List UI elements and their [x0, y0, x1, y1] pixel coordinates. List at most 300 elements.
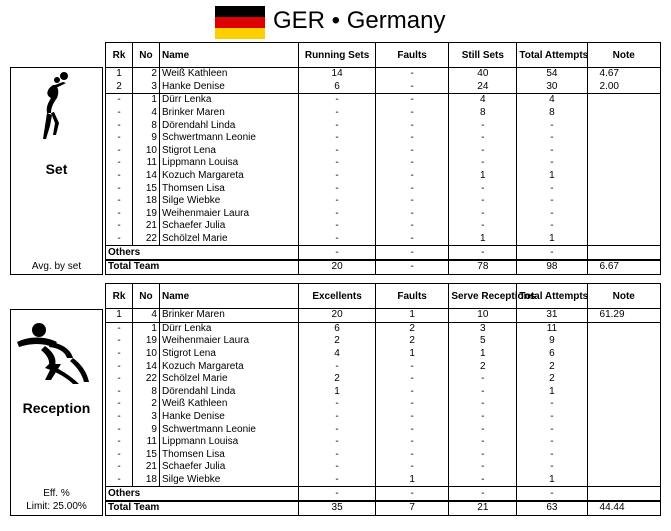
others-label: Others — [106, 246, 299, 260]
faults-cell: - — [375, 145, 448, 158]
faults-cell: - — [375, 119, 448, 132]
number-cell: 15 — [132, 182, 159, 195]
note-cell — [587, 157, 660, 170]
stat-cell: - — [449, 423, 517, 436]
stat-cell: - — [299, 398, 376, 411]
number-cell: 18 — [132, 195, 159, 208]
faults-cell: - — [375, 170, 448, 183]
table-row — [106, 373, 661, 386]
number-cell: 2 — [132, 68, 159, 81]
col-name: Name — [159, 43, 298, 68]
table-row — [106, 94, 661, 107]
note-cell — [587, 182, 660, 195]
name-cell: Brinker Maren — [159, 309, 298, 323]
stat-cell: - — [299, 220, 376, 233]
others-row — [106, 246, 661, 260]
stat-cell: - — [299, 170, 376, 183]
note-cell — [587, 449, 660, 462]
rank-cell: - — [106, 449, 133, 462]
reception-header-row — [106, 284, 661, 309]
table-row — [106, 220, 661, 233]
stat-cell: - — [299, 208, 376, 221]
note-cell — [587, 423, 660, 436]
rank-cell: - — [106, 474, 133, 487]
name-cell: Stigrot Lena — [159, 145, 298, 158]
name-cell: Thomsen Lisa — [159, 449, 298, 462]
number-cell: 14 — [132, 170, 159, 183]
faults-cell: 1 — [375, 474, 448, 487]
table-row — [106, 119, 661, 132]
stat-cell: 35 — [299, 501, 376, 515]
page-title: GER • Germany — [273, 7, 446, 34]
rank-cell: - — [106, 220, 133, 233]
number-cell: 11 — [132, 157, 159, 170]
stat-cell: - — [299, 360, 376, 373]
stat-cell: - — [449, 474, 517, 487]
note-cell — [587, 461, 660, 474]
stat-cell: 8 — [449, 107, 517, 120]
table-row — [106, 145, 661, 158]
faults-cell: - — [375, 208, 448, 221]
receiver-icon — [15, 320, 97, 386]
reception-label: Reception — [22, 400, 91, 416]
total-attempts-cell: 9 — [517, 335, 587, 348]
name-cell: Stigrot Lena — [159, 348, 298, 361]
number-cell: 19 — [132, 208, 159, 221]
number-cell: 11 — [132, 436, 159, 449]
note-cell: 44.44 — [587, 501, 660, 515]
note-cell — [587, 398, 660, 411]
col-running-sets: Running Sets — [299, 43, 376, 68]
total-attempts-cell: - — [517, 157, 587, 170]
col-faults: Faults — [375, 284, 448, 309]
stat-cell: 24 — [449, 81, 517, 94]
total-attempts-cell: - — [517, 461, 587, 474]
stat-cell: 21 — [449, 501, 517, 515]
stat-cell: - — [299, 436, 376, 449]
stat-cell: - — [299, 94, 376, 107]
note-cell — [587, 360, 660, 373]
name-cell: Weiß Kathleen — [159, 68, 298, 81]
stat-cell: - — [449, 246, 517, 260]
col-total-attempts: Total Attempts — [517, 43, 587, 68]
stat-cell: 4 — [299, 348, 376, 361]
faults-cell: - — [375, 182, 448, 195]
note-cell — [587, 386, 660, 399]
stat-cell: 14 — [299, 68, 376, 81]
table-row — [106, 233, 661, 246]
name-cell: Hanke Denise — [159, 411, 298, 424]
note-cell — [587, 373, 660, 386]
stat-cell: - — [449, 220, 517, 233]
stat-cell: - — [449, 386, 517, 399]
total-attempts-cell: 2 — [517, 373, 587, 386]
faults-cell: 2 — [375, 335, 448, 348]
number-cell: 19 — [132, 335, 159, 348]
rank-cell: - — [106, 145, 133, 158]
col-no: No — [132, 43, 159, 68]
faults-cell: - — [375, 487, 448, 501]
stat-cell: - — [299, 487, 376, 501]
rank-cell: - — [106, 322, 133, 335]
stat-cell: 4 — [449, 94, 517, 107]
total-attempts-cell: 54 — [517, 68, 587, 81]
faults-cell: - — [375, 260, 448, 274]
reception-footer-eff: Eff. % — [43, 488, 70, 499]
stat-cell: - — [299, 195, 376, 208]
table-row — [106, 68, 661, 81]
total-attempts-cell: 6 — [517, 348, 587, 361]
number-cell: 21 — [132, 220, 159, 233]
germany-flag-icon — [215, 6, 265, 39]
rank-cell: - — [106, 436, 133, 449]
faults-cell: 2 — [375, 322, 448, 335]
stat-cell: 1 — [449, 170, 517, 183]
total-attempts-cell: - — [517, 195, 587, 208]
number-cell: 21 — [132, 461, 159, 474]
stat-cell: 20 — [299, 309, 376, 323]
stat-cell: - — [449, 436, 517, 449]
rank-cell: - — [106, 348, 133, 361]
number-cell: 9 — [132, 132, 159, 145]
stat-cell: - — [299, 423, 376, 436]
faults-cell: - — [375, 220, 448, 233]
note-cell — [587, 145, 660, 158]
number-cell: 22 — [132, 233, 159, 246]
stat-cell: - — [449, 182, 517, 195]
faults-cell: - — [375, 246, 448, 260]
total-attempts-cell: 1 — [517, 386, 587, 399]
number-cell: 10 — [132, 145, 159, 158]
set-side-panel — [10, 67, 103, 275]
total-team-row — [106, 501, 661, 515]
rank-cell: - — [106, 170, 133, 183]
faults-cell: - — [375, 107, 448, 120]
name-cell: Weiß Kathleen — [159, 398, 298, 411]
stat-cell: - — [299, 461, 376, 474]
name-cell: Silge Wiebke — [159, 195, 298, 208]
name-cell: Dörendahl Linda — [159, 386, 298, 399]
stat-cell: - — [449, 461, 517, 474]
total-attempts-cell: 98 — [517, 260, 587, 274]
stat-cell: - — [299, 474, 376, 487]
stat-cell: - — [299, 107, 376, 120]
table-row — [106, 132, 661, 145]
total-attempts-cell: - — [517, 411, 587, 424]
col-note: Note — [587, 43, 660, 68]
name-cell: Schaefer Julia — [159, 461, 298, 474]
name-cell: Schwertmann Leonie — [159, 423, 298, 436]
rank-cell: - — [106, 195, 133, 208]
name-cell: Hanke Denise — [159, 81, 298, 94]
reception-table — [105, 283, 661, 516]
number-cell: 9 — [132, 423, 159, 436]
table-row — [106, 157, 661, 170]
col-still-sets: Still Sets — [449, 43, 517, 68]
rank-cell: - — [106, 233, 133, 246]
table-row — [106, 182, 661, 195]
number-cell: 4 — [132, 107, 159, 120]
note-cell — [587, 107, 660, 120]
number-cell: 14 — [132, 360, 159, 373]
table-row — [106, 208, 661, 221]
table-row — [106, 449, 661, 462]
number-cell: 18 — [132, 474, 159, 487]
rank-cell: - — [106, 132, 133, 145]
name-cell: Dörendahl Linda — [159, 119, 298, 132]
stat-cell: 6 — [299, 81, 376, 94]
stat-cell: 1 — [449, 233, 517, 246]
table-row — [106, 360, 661, 373]
total-attempts-cell: - — [517, 423, 587, 436]
rank-cell: - — [106, 157, 133, 170]
rank-cell: - — [106, 386, 133, 399]
stat-cell: 78 — [449, 260, 517, 274]
name-cell: Weihenmaier Laura — [159, 335, 298, 348]
rank-cell: - — [106, 119, 133, 132]
number-cell: 3 — [132, 411, 159, 424]
col-faults: Faults — [375, 43, 448, 68]
total-attempts-cell: - — [517, 145, 587, 158]
faults-cell: - — [375, 386, 448, 399]
table-row — [106, 423, 661, 436]
table-row — [106, 309, 661, 323]
rank-cell: - — [106, 360, 133, 373]
total-attempts-cell: - — [517, 132, 587, 145]
set-label: Set — [45, 161, 68, 177]
stat-cell: - — [299, 132, 376, 145]
total-attempts-cell: 1 — [517, 474, 587, 487]
name-cell: Brinker Maren — [159, 107, 298, 120]
note-cell — [587, 335, 660, 348]
set-footer: Avg. by set — [31, 261, 82, 272]
rank-cell: - — [106, 398, 133, 411]
faults-cell: - — [375, 398, 448, 411]
stat-cell: - — [299, 119, 376, 132]
total-attempts-cell: 8 — [517, 107, 587, 120]
reception-footer-limit: Limit: 25.00% — [26, 501, 87, 512]
total-attempts-cell: - — [517, 487, 587, 501]
number-cell: 22 — [132, 373, 159, 386]
total-attempts-cell: - — [517, 182, 587, 195]
table-row — [106, 107, 661, 120]
stat-cell: 2 — [299, 335, 376, 348]
name-cell: Lippmann Louisa — [159, 157, 298, 170]
col-total-attempts: Total Attempts — [517, 284, 587, 309]
reception-side-panel — [10, 309, 103, 516]
faults-cell: - — [375, 360, 448, 373]
faults-cell: 1 — [375, 348, 448, 361]
name-cell: Silge Wiebke — [159, 474, 298, 487]
table-row — [106, 386, 661, 399]
stat-cell: - — [299, 182, 376, 195]
faults-cell: - — [375, 411, 448, 424]
total-attempts-cell: 1 — [517, 233, 587, 246]
number-cell: 2 — [132, 398, 159, 411]
set-table — [105, 42, 661, 275]
faults-cell: - — [375, 94, 448, 107]
rank-cell: - — [106, 335, 133, 348]
stat-cell: - — [299, 157, 376, 170]
name-cell: Kozuch Margareta — [159, 360, 298, 373]
table-row — [106, 474, 661, 487]
total-attempts-cell: - — [517, 449, 587, 462]
faults-cell: - — [375, 68, 448, 81]
stat-cell: - — [449, 119, 517, 132]
table-row — [106, 322, 661, 335]
others-row — [106, 487, 661, 501]
total-attempts-cell: - — [517, 220, 587, 233]
name-cell: Dürr Lenka — [159, 94, 298, 107]
stat-cell: - — [449, 449, 517, 462]
page-header — [0, 0, 671, 44]
total-team-row — [106, 260, 661, 274]
stat-cell: 6 — [299, 322, 376, 335]
col-rk: Rk — [106, 43, 133, 68]
setter-icon — [33, 71, 77, 151]
rank-cell: - — [106, 461, 133, 474]
rank-cell: - — [106, 423, 133, 436]
number-cell: 4 — [132, 309, 159, 323]
table-row — [106, 411, 661, 424]
col-no: No — [132, 284, 159, 309]
note-cell — [587, 322, 660, 335]
stat-cell: - — [299, 246, 376, 260]
rank-cell: - — [106, 94, 133, 107]
note-cell — [587, 94, 660, 107]
table-row — [106, 81, 661, 94]
stat-cell: 2 — [449, 360, 517, 373]
col-excellents: Excellents — [299, 284, 376, 309]
name-cell: Weihenmaier Laura — [159, 208, 298, 221]
faults-cell: - — [375, 157, 448, 170]
stat-cell: - — [299, 411, 376, 424]
flag-stripe-black — [215, 6, 265, 17]
note-cell — [587, 348, 660, 361]
note-cell — [587, 119, 660, 132]
rank-cell: 1 — [106, 309, 133, 323]
note-cell: 2.00 — [587, 81, 660, 94]
stat-cell: - — [449, 398, 517, 411]
rank-cell: 1 — [106, 68, 133, 81]
note-cell — [587, 233, 660, 246]
flag-stripe-gold — [215, 28, 265, 39]
number-cell: 3 — [132, 81, 159, 94]
table-row — [106, 335, 661, 348]
stat-cell: 3 — [449, 322, 517, 335]
table-row — [106, 461, 661, 474]
total-attempts-cell: 1 — [517, 170, 587, 183]
set-header-row — [106, 43, 661, 68]
total-attempts-cell: 2 — [517, 360, 587, 373]
rank-cell: 2 — [106, 81, 133, 94]
col-note: Note — [587, 284, 660, 309]
col-serve-receptions: Serve Receptions — [449, 284, 517, 309]
stat-cell: - — [449, 132, 517, 145]
stat-cell: 1 — [299, 386, 376, 399]
total-attempts-cell: 11 — [517, 322, 587, 335]
note-cell — [587, 474, 660, 487]
number-cell: 8 — [132, 119, 159, 132]
note-cell — [587, 208, 660, 221]
number-cell: 1 — [132, 322, 159, 335]
col-name: Name — [159, 284, 298, 309]
faults-cell: 7 — [375, 501, 448, 515]
name-cell: Schölzel Marie — [159, 233, 298, 246]
total-team-label: Total Team — [106, 260, 299, 274]
stat-cell: - — [449, 411, 517, 424]
note-cell — [587, 195, 660, 208]
stat-cell: 10 — [449, 309, 517, 323]
rank-cell: - — [106, 208, 133, 221]
faults-cell: - — [375, 233, 448, 246]
total-attempts-cell: - — [517, 119, 587, 132]
name-cell: Schölzel Marie — [159, 373, 298, 386]
faults-cell: - — [375, 373, 448, 386]
stat-cell: - — [449, 487, 517, 501]
faults-cell: - — [375, 81, 448, 94]
table-row — [106, 195, 661, 208]
faults-cell: - — [375, 461, 448, 474]
name-cell: Lippmann Louisa — [159, 436, 298, 449]
stat-cell: - — [449, 195, 517, 208]
others-label: Others — [106, 487, 299, 501]
total-attempts-cell: 63 — [517, 501, 587, 515]
number-cell: 10 — [132, 348, 159, 361]
note-cell: 4.67 — [587, 68, 660, 81]
faults-cell: - — [375, 195, 448, 208]
table-row — [106, 398, 661, 411]
stat-cell: - — [449, 145, 517, 158]
note-cell — [587, 436, 660, 449]
number-cell: 1 — [132, 94, 159, 107]
note-cell — [587, 411, 660, 424]
stat-cell: - — [299, 449, 376, 462]
faults-cell: 1 — [375, 309, 448, 323]
name-cell: Schaefer Julia — [159, 220, 298, 233]
flag-stripe-red — [215, 17, 265, 28]
name-cell: Kozuch Margareta — [159, 170, 298, 183]
note-cell — [587, 170, 660, 183]
stat-cell: 20 — [299, 260, 376, 274]
stat-cell: - — [449, 373, 517, 386]
rank-cell: - — [106, 373, 133, 386]
total-attempts-cell: - — [517, 208, 587, 221]
faults-cell: - — [375, 423, 448, 436]
number-cell: 8 — [132, 386, 159, 399]
note-cell — [587, 246, 660, 260]
col-rk: Rk — [106, 284, 133, 309]
total-attempts-cell: - — [517, 398, 587, 411]
rank-cell: - — [106, 107, 133, 120]
stat-cell: - — [449, 157, 517, 170]
name-cell: Thomsen Lisa — [159, 182, 298, 195]
rank-cell: - — [106, 411, 133, 424]
total-attempts-cell: 30 — [517, 81, 587, 94]
total-team-label: Total Team — [106, 501, 299, 515]
stat-cell: 40 — [449, 68, 517, 81]
total-attempts-cell: 4 — [517, 94, 587, 107]
note-cell — [587, 132, 660, 145]
name-cell: Dürr Lenka — [159, 322, 298, 335]
stat-cell: 5 — [449, 335, 517, 348]
note-cell — [587, 487, 660, 501]
stat-cell: - — [449, 208, 517, 221]
total-attempts-cell: 31 — [517, 309, 587, 323]
note-cell — [587, 220, 660, 233]
total-attempts-cell: - — [517, 246, 587, 260]
rank-cell: - — [106, 182, 133, 195]
